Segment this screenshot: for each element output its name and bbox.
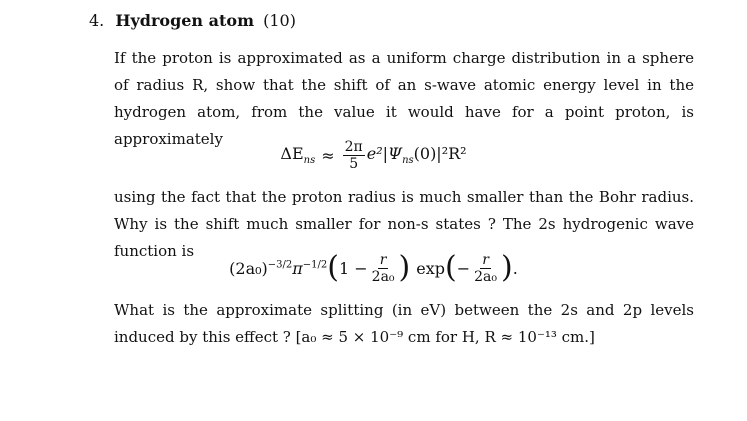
energy-shift-equation xyxy=(0,133,747,177)
eq1-fraction-numerator: 2π xyxy=(344,138,363,155)
problem-header xyxy=(89,11,296,31)
eq2-fraction-1: $\frac{r}{\text{2a₀}}$ xyxy=(371,251,395,285)
eq1-approx: ≈ xyxy=(321,145,335,165)
eq1-fraction-denominator: 5 xyxy=(349,155,359,172)
eq2-left-paren-2: ( xyxy=(445,250,457,285)
eq2-one-minus: 1 − xyxy=(339,258,368,278)
problem-statement-paragraph-1: If the proton is approximated as a uniform charge distribution in a sphere of radius R, show that the shift of an s-wave atomic energy level in the hydrogen atom, from the value it would have for a point proton, is approximately xyxy=(114,49,694,148)
eq2-exp: exp xyxy=(416,258,445,278)
problem-statement-paragraph-3: What is the approximate splitting (in eV) between the 2s and 2p levels induced by this effect ? [a₀ ≈ 5 × 10⁻⁹ cm for H, R ≈ 10⁻¹³ cm.] xyxy=(114,301,694,346)
eq2-fraction-2: $\frac{r}{\text{2a₀}}$ xyxy=(474,251,497,285)
problem-points: (10) xyxy=(263,11,296,30)
problem-number: 4. xyxy=(89,11,105,30)
eq2-period: . xyxy=(512,258,518,278)
eq2-prefix: $(2a_0)^{-3/2}\pi^{-1/2}$ xyxy=(229,258,328,278)
eq2-right-paren-2: ) xyxy=(501,250,513,285)
problem-statement-paragraph-2: using the fact that the proton radius is much smaller than the Bohr radius. Why is the shift much smaller for non-s states ? The 2s hydrogenic wave function is xyxy=(114,188,694,260)
problem-title: Hydrogen atom xyxy=(115,11,254,30)
eq1-fraction xyxy=(343,139,365,172)
eq2-left-paren-1: ( xyxy=(327,250,339,285)
eq2-minus: − xyxy=(456,258,471,278)
eq1-lhs: $\Delta E_{ns}$ xyxy=(280,143,316,167)
eq1-rhs: $e^2|\Psi_{ns}(0)|^2R^2$ xyxy=(366,143,467,167)
eq2-right-paren-1: ) xyxy=(398,250,411,285)
wave-function-equation xyxy=(0,243,747,293)
